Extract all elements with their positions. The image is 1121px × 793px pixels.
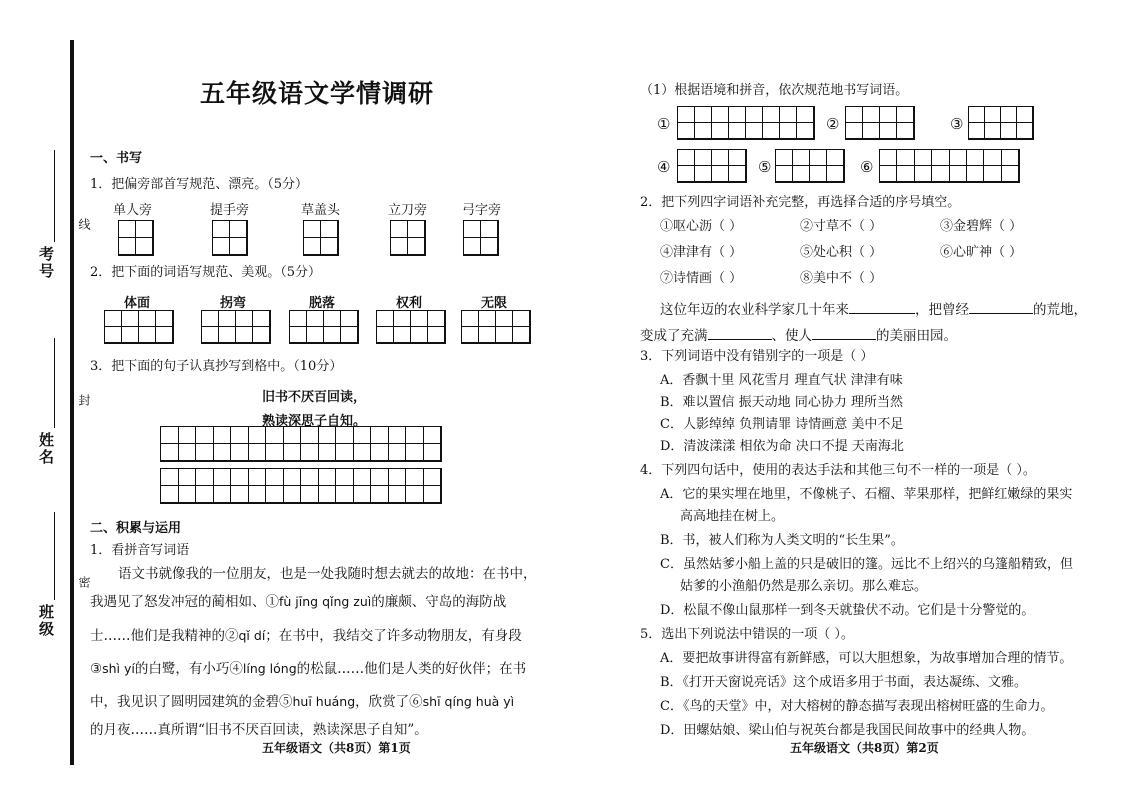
grid-cell[interactable] <box>230 221 247 238</box>
grid-cell[interactable] <box>984 166 1001 182</box>
grid-cell[interactable] <box>496 327 513 343</box>
q3-option[interactable]: B．难以置信 振天动地 同心协力 理所当然 <box>660 395 903 410</box>
grid-cell[interactable] <box>776 150 793 166</box>
grid-cell[interactable] <box>214 469 232 486</box>
grid-cell[interactable] <box>341 327 358 343</box>
grid-cell[interactable] <box>290 311 307 327</box>
passage-line-5: 中，我见识了圆明园建筑的金碧⑤huī huáng，欣赏了⑥shī qíng huà yì <box>90 694 515 710</box>
xingming-blank[interactable] <box>54 338 55 428</box>
grid-cell[interactable] <box>712 150 729 166</box>
grid-cell[interactable] <box>1017 107 1033 123</box>
grid-cell[interactable] <box>424 427 442 444</box>
pinyin-answer-box[interactable] <box>879 149 1020 183</box>
grid-cell[interactable] <box>266 444 284 461</box>
q4-option-c[interactable]: C．虽然姑爹小船上盖的只是破旧的篷。远比不上绍兴的乌篷船精致，但 <box>660 557 1073 572</box>
grid-cell[interactable] <box>729 107 746 123</box>
grid-cell[interactable] <box>119 221 136 238</box>
grid-cell[interactable] <box>301 486 319 503</box>
pinyin: shī qíng huà yì <box>422 694 515 709</box>
grid-cell[interactable] <box>336 427 354 444</box>
r-q2-stem: 2．把下列四字词语补充完整，再选择合适的序号填空。 <box>640 195 961 210</box>
radical-box[interactable] <box>463 220 499 256</box>
word-label: 无限 <box>481 296 508 311</box>
fill-item[interactable]: ⑦诗情画（ ） <box>660 271 743 286</box>
q3-option[interactable]: A．香飘十里 风花雪月 理直气状 津津有味 <box>660 373 903 388</box>
grid-cell[interactable] <box>406 469 424 486</box>
grid-cell[interactable] <box>231 427 249 444</box>
grid-cell[interactable] <box>1002 150 1019 166</box>
grid-cell[interactable] <box>479 311 496 327</box>
grid-cell[interactable] <box>479 327 496 343</box>
grid-cell[interactable] <box>464 221 481 238</box>
box-num: ③ <box>950 115 964 133</box>
box-num: ⑤ <box>758 158 772 176</box>
grid-cell[interactable] <box>377 311 394 327</box>
grid-cell[interactable] <box>336 469 354 486</box>
pinyin-answer-box[interactable] <box>968 106 1034 140</box>
pinyin-answer-box[interactable] <box>845 106 915 140</box>
grid-cell[interactable] <box>406 444 424 461</box>
grid-cell[interactable] <box>776 166 793 182</box>
fill-blank[interactable] <box>812 327 876 340</box>
grid-cell[interactable] <box>202 311 219 327</box>
binding-line <box>70 40 74 765</box>
pinyin-answer-box[interactable] <box>677 149 747 183</box>
radical-label: 提手旁 <box>210 203 250 218</box>
grid-cell[interactable] <box>371 469 389 486</box>
fill-item[interactable]: ③金碧辉（ ） <box>940 219 1023 234</box>
grid-cell[interactable] <box>411 327 428 343</box>
grid-cell[interactable] <box>307 327 324 343</box>
passage-line-3: 士……他们是我精神的②qǐ dí；在书中，我结交了许多动物朋友，有身段 <box>90 628 522 644</box>
q2-stem: 2．把下面的词语写规范、美观。（5分） <box>90 265 322 280</box>
grid-cell[interactable] <box>678 107 695 123</box>
passage-line-1: 语文书就像我的一位朋友，也是一处我随时想去就去的故地：在书中， <box>118 566 537 582</box>
grid-cell[interactable] <box>1001 107 1017 123</box>
radical-box[interactable] <box>390 220 426 256</box>
grid-cell[interactable] <box>301 469 319 486</box>
grid-cell[interactable] <box>284 444 302 461</box>
grid-cell[interactable] <box>307 311 324 327</box>
word-box[interactable] <box>201 310 271 344</box>
grid-cell[interactable] <box>513 311 530 327</box>
grid-cell[interactable] <box>266 427 284 444</box>
fill-sentence-2: 变成了充满 、使人 的美丽田园。 <box>640 328 957 344</box>
grid-cell[interactable] <box>408 221 425 238</box>
q4-option-d[interactable]: D．松鼠不像山鼠那样一到冬天就蛰伏不动。它们是十分警觉的。 <box>660 603 1035 618</box>
grid-cell[interactable] <box>846 123 863 139</box>
fill-item[interactable]: ⑧美中不（ ） <box>800 271 883 286</box>
grid-cell[interactable] <box>249 469 267 486</box>
grid-cell[interactable] <box>897 166 914 182</box>
grid-cell[interactable] <box>179 469 197 486</box>
grid-cell[interactable] <box>462 327 479 343</box>
grid-cell[interactable] <box>950 150 967 166</box>
box-num: ⑥ <box>860 158 874 176</box>
passage-line-4: ③shì yí的白鹭，有小巧④líng lóng的松鼠……他们是人类的好伙伴；在书 <box>90 661 527 677</box>
seal-mi: 密 <box>77 576 91 588</box>
grid-cell[interactable] <box>284 427 302 444</box>
q3-option[interactable]: C．人影绰绰 负荆请罪 诗情画意 美中不足 <box>660 417 904 432</box>
grid-cell[interactable] <box>810 150 827 166</box>
grid-cell[interactable] <box>932 166 949 182</box>
grid-cell[interactable] <box>678 123 695 139</box>
grid-cell[interactable] <box>301 427 319 444</box>
grid-cell[interactable] <box>932 150 949 166</box>
grid-cell[interactable] <box>424 444 442 461</box>
grid-cell[interactable] <box>780 123 797 139</box>
word-label: 脱落 <box>309 296 336 311</box>
grid-cell[interactable] <box>695 123 712 139</box>
grid-cell[interactable] <box>354 486 372 503</box>
grid-cell[interactable] <box>793 166 810 182</box>
grid-cell[interactable] <box>324 311 341 327</box>
word-box[interactable] <box>104 310 174 344</box>
grid-cell[interactable] <box>196 444 214 461</box>
grid-cell[interactable] <box>319 486 337 503</box>
grid-cell[interactable] <box>230 238 247 255</box>
seal-xian: 线 <box>77 218 91 230</box>
passage-line-2: 我遇见了怒发冲冠的蔺相如、①fù jīng qǐng zuì的廉颇、守岛的海防战 <box>90 594 507 610</box>
grid-cell[interactable] <box>389 444 407 461</box>
fill-item[interactable]: ⑥心旷神（ ） <box>940 245 1023 260</box>
grid-cell[interactable] <box>139 327 156 343</box>
grid-cell[interactable] <box>462 311 479 327</box>
grid-cell[interactable] <box>391 238 408 255</box>
grid-cell[interactable] <box>880 107 897 123</box>
passage-line-6: 的月夜……真所谓“旧书不厌百回读，熟读深思子自知”。 <box>90 722 428 738</box>
fill-sentence-1: 这位年迈的农业科学家几十年来 ，把曾经 的荒地， <box>660 302 1087 318</box>
pinyin: huī huáng <box>292 694 356 709</box>
radical-box[interactable] <box>118 220 154 256</box>
grid-cell[interactable] <box>219 311 236 327</box>
q5-option[interactable]: C．《鸟的天堂》中，对大榕树的静态描写表现出榕树旺盛的生命力。 <box>660 699 1054 714</box>
grid-cell[interactable] <box>284 469 302 486</box>
grid-cell[interactable] <box>424 469 442 486</box>
fill-item[interactable]: ①呕心沥（ ） <box>660 219 743 234</box>
word-label: 拐弯 <box>220 296 247 311</box>
pinyin: líng lóng <box>242 661 297 676</box>
grid-cell[interactable] <box>161 486 179 503</box>
grid-cell[interactable] <box>249 427 267 444</box>
radical-label: 立刀旁 <box>388 203 428 218</box>
q5-option[interactable]: D．田螺姑娘、梁山伯与祝英台都是我国民间故事中的经典人物。 <box>660 723 1035 738</box>
grid-cell[interactable] <box>678 166 695 182</box>
radical-label: 单人旁 <box>113 203 153 218</box>
grid-cell[interactable] <box>411 311 428 327</box>
grid-cell[interactable] <box>797 123 814 139</box>
copy-line-2: 熟读深思子自知。 <box>262 414 367 429</box>
grid-cell[interactable] <box>253 327 270 343</box>
grid-cell[interactable] <box>122 311 139 327</box>
grid-cell[interactable] <box>793 150 810 166</box>
grid-cell[interactable] <box>179 427 197 444</box>
grid-cell[interactable] <box>678 150 695 166</box>
grid-cell[interactable] <box>219 327 236 343</box>
fill-item[interactable]: ④津津有（ ） <box>660 245 743 260</box>
r-q3-stem: 3．下列词语中没有错别字的一项是（ ） <box>640 349 874 364</box>
grid-cell[interactable] <box>196 486 214 503</box>
banji-blank[interactable] <box>54 512 55 600</box>
grid-cell[interactable] <box>863 107 880 123</box>
copy-grid[interactable] <box>160 468 442 504</box>
kaohao-blank[interactable] <box>54 150 55 242</box>
q1-stem: 1．把偏旁部首写规范、漂亮。（5分） <box>90 177 309 192</box>
grid-cell[interactable] <box>428 311 445 327</box>
grid-cell[interactable] <box>880 166 897 182</box>
grid-cell[interactable] <box>846 107 863 123</box>
box-num: ② <box>826 115 840 133</box>
grid-cell[interactable] <box>214 444 232 461</box>
grid-cell[interactable] <box>863 123 880 139</box>
grid-cell[interactable] <box>729 123 746 139</box>
grid-cell[interactable] <box>967 150 984 166</box>
grid-cell[interactable] <box>196 469 214 486</box>
grid-cell[interactable] <box>897 107 914 123</box>
pinyin: fù jīng qǐng zuì <box>279 594 372 609</box>
grid-cell[interactable] <box>290 327 307 343</box>
section-2-heading: 二、积累与运用 <box>90 521 182 536</box>
grid-cell[interactable] <box>161 469 179 486</box>
section-1-heading: 一、书写 <box>90 151 143 166</box>
grid-cell[interactable] <box>695 166 712 182</box>
q4-option-a-cont: 高高地挂在树上。 <box>680 509 785 524</box>
pinyin: qǐ dí <box>238 628 266 643</box>
grid-cell[interactable] <box>202 327 219 343</box>
grid-cell[interactable] <box>513 327 530 343</box>
grid-cell[interactable] <box>371 486 389 503</box>
grid-cell[interactable] <box>156 311 173 327</box>
grid-cell[interactable] <box>179 486 197 503</box>
label-kaohao: 考号 <box>37 246 55 280</box>
grid-cell[interactable] <box>341 311 358 327</box>
grid-cell[interactable] <box>161 444 179 461</box>
grid-cell[interactable] <box>122 327 139 343</box>
grid-cell[interactable] <box>408 238 425 255</box>
grid-cell[interactable] <box>389 427 407 444</box>
grid-cell[interactable] <box>196 427 214 444</box>
grid-cell[interactable] <box>139 311 156 327</box>
grid-cell[interactable] <box>969 107 985 123</box>
grid-cell[interactable] <box>880 150 897 166</box>
grid-cell[interactable] <box>389 486 407 503</box>
grid-cell[interactable] <box>915 150 932 166</box>
grid-cell[interactable] <box>797 107 814 123</box>
grid-cell[interactable] <box>389 469 407 486</box>
grid-cell[interactable] <box>231 444 249 461</box>
box-num: ④ <box>657 158 671 176</box>
grid-cell[interactable] <box>1002 166 1019 182</box>
q4-option-b[interactable]: B．书，被人们称为人类文明的“长生果”。 <box>660 533 904 548</box>
grid-cell[interactable] <box>985 123 1001 139</box>
grid-cell[interactable] <box>266 469 284 486</box>
pinyin-answer-box[interactable] <box>677 106 815 140</box>
grid-cell[interactable] <box>214 486 232 503</box>
grid-cell[interactable] <box>253 311 270 327</box>
word-box[interactable] <box>289 310 359 344</box>
fill-item[interactable]: ②寸草不（ ） <box>800 219 883 234</box>
grid-cell[interactable] <box>695 150 712 166</box>
copy-line-1: 旧书不厌百回读， <box>262 390 367 405</box>
r-q4-stem: 4．下列四句话中，使用的表达手法和其他三句不一样的一项是（ ）。 <box>640 463 1036 478</box>
q5-option[interactable]: B．《打开天窗说亮话》这个成语多用于书面，表达凝练、文雅。 <box>660 675 1028 690</box>
grid-cell[interactable] <box>136 238 153 255</box>
grid-cell[interactable] <box>119 238 136 255</box>
grid-cell[interactable] <box>712 166 729 182</box>
grid-cell[interactable] <box>156 327 173 343</box>
grid-cell[interactable] <box>336 444 354 461</box>
grid-cell[interactable] <box>729 150 746 166</box>
grid-cell[interactable] <box>481 238 498 255</box>
grid-cell[interactable] <box>136 221 153 238</box>
seal-feng: 封 <box>77 394 91 406</box>
grid-cell[interactable] <box>1001 123 1017 139</box>
grid-cell[interactable] <box>354 469 372 486</box>
pinyin: shì yí <box>102 661 135 676</box>
grid-cell[interactable] <box>897 150 914 166</box>
q5-option[interactable]: A．要把故事讲得富有新鲜感，可以大胆想象，为故事增加合理的情节。 <box>660 651 1073 666</box>
grid-cell[interactable] <box>354 444 372 461</box>
grid-cell[interactable] <box>481 221 498 238</box>
grid-cell[interactable] <box>1017 123 1033 139</box>
grid-cell[interactable] <box>406 427 424 444</box>
grid-cell[interactable] <box>985 107 1001 123</box>
grid-cell[interactable] <box>319 469 337 486</box>
fill-blank[interactable] <box>969 301 1033 314</box>
grid-cell[interactable] <box>371 427 389 444</box>
grid-cell[interactable] <box>301 444 319 461</box>
grid-cell[interactable] <box>915 166 932 182</box>
q4-option-a[interactable]: A．它的果实埋在地里，不像桃子、石榴、苹果那样，把鲜红嫩绿的果实 <box>660 487 1073 502</box>
grid-cell[interactable] <box>780 107 797 123</box>
grid-cell[interactable] <box>236 311 253 327</box>
grid-cell[interactable] <box>105 311 122 327</box>
grid-cell[interactable] <box>354 427 372 444</box>
pinyin-answer-box[interactable] <box>775 149 845 183</box>
grid-cell[interactable] <box>810 166 827 182</box>
q3-option[interactable]: D．清波漾漾 相依为命 决口不提 天南海北 <box>660 439 904 454</box>
label-xingming: 姓名 <box>37 432 55 466</box>
r-q1-stem: （1）根据语境和拼音，依次规范地书写词语。 <box>640 83 909 98</box>
grid-cell[interactable] <box>105 327 122 343</box>
word-label: 权利 <box>396 296 423 311</box>
r-q5-stem: 5．选出下列说法中错误的一项（ ）。 <box>640 627 854 642</box>
grid-cell[interactable] <box>827 166 844 182</box>
grid-cell[interactable] <box>161 427 179 444</box>
grid-cell[interactable] <box>231 486 249 503</box>
grid-cell[interactable] <box>394 311 411 327</box>
grid-cell[interactable] <box>371 444 389 461</box>
grid-cell[interactable] <box>284 486 302 503</box>
grid-cell[interactable] <box>424 486 442 503</box>
grid-cell[interactable] <box>304 238 321 255</box>
grid-cell[interactable] <box>464 238 481 255</box>
grid-cell[interactable] <box>319 427 337 444</box>
grid-cell[interactable] <box>712 107 729 123</box>
grid-cell[interactable] <box>377 327 394 343</box>
grid-cell[interactable] <box>336 486 354 503</box>
page-title: 五年级语文学情调研 <box>200 79 435 108</box>
fill-blank[interactable] <box>849 301 915 314</box>
q4-option-c-cont: 姑爹的小渔船仍然是那么亲切。那么难忘。 <box>680 579 928 594</box>
grid-cell[interactable] <box>394 327 411 343</box>
box-num: ① <box>657 115 671 133</box>
grid-cell[interactable] <box>213 238 230 255</box>
grid-cell[interactable] <box>231 469 249 486</box>
grid-cell[interactable] <box>712 123 729 139</box>
grid-cell[interactable] <box>321 238 338 255</box>
grid-cell[interactable] <box>827 150 844 166</box>
grid-cell[interactable] <box>880 123 897 139</box>
grid-cell[interactable] <box>763 107 780 123</box>
radical-box[interactable] <box>303 220 339 256</box>
grid-cell[interactable] <box>984 150 1001 166</box>
grid-cell[interactable] <box>967 166 984 182</box>
s2-q1-stem: 1．看拼音写词语 <box>90 543 190 558</box>
q3-stem: 3．把下面的句子认真抄写到格中。（10分） <box>90 359 343 374</box>
grid-cell[interactable] <box>406 486 424 503</box>
grid-cell[interactable] <box>391 221 408 238</box>
radical-label: 草盖头 <box>301 203 341 218</box>
grid-cell[interactable] <box>214 427 232 444</box>
grid-cell[interactable] <box>319 444 337 461</box>
grid-cell[interactable] <box>897 123 914 139</box>
grid-cell[interactable] <box>213 221 230 238</box>
copy-grid[interactable] <box>160 426 442 462</box>
footer-page-1: 五年级语文（共8页）第1页 <box>262 741 411 755</box>
word-box[interactable] <box>376 310 446 344</box>
grid-cell[interactable] <box>950 166 967 182</box>
grid-cell[interactable] <box>746 123 763 139</box>
grid-cell[interactable] <box>321 221 338 238</box>
radical-label: 弓字旁 <box>462 203 502 218</box>
grid-cell[interactable] <box>249 444 267 461</box>
grid-cell[interactable] <box>266 486 284 503</box>
grid-cell[interactable] <box>428 327 445 343</box>
grid-cell[interactable] <box>324 327 341 343</box>
grid-cell[interactable] <box>746 107 763 123</box>
grid-cell[interactable] <box>179 444 197 461</box>
fill-item[interactable]: ⑤处心积（ ） <box>800 245 883 260</box>
word-label: 体面 <box>124 296 151 311</box>
grid-cell[interactable] <box>304 221 321 238</box>
grid-cell[interactable] <box>729 166 746 182</box>
grid-cell[interactable] <box>236 327 253 343</box>
grid-cell[interactable] <box>249 486 267 503</box>
grid-cell[interactable] <box>763 123 780 139</box>
footer-page-2: 五年级语文（共8页）第2页 <box>790 741 939 755</box>
grid-cell[interactable] <box>695 107 712 123</box>
label-banji: 班级 <box>37 604 55 638</box>
word-box[interactable] <box>461 310 531 344</box>
grid-cell[interactable] <box>969 123 985 139</box>
grid-cell[interactable] <box>496 311 513 327</box>
radical-box[interactable] <box>212 220 248 256</box>
fill-blank[interactable] <box>708 327 772 340</box>
